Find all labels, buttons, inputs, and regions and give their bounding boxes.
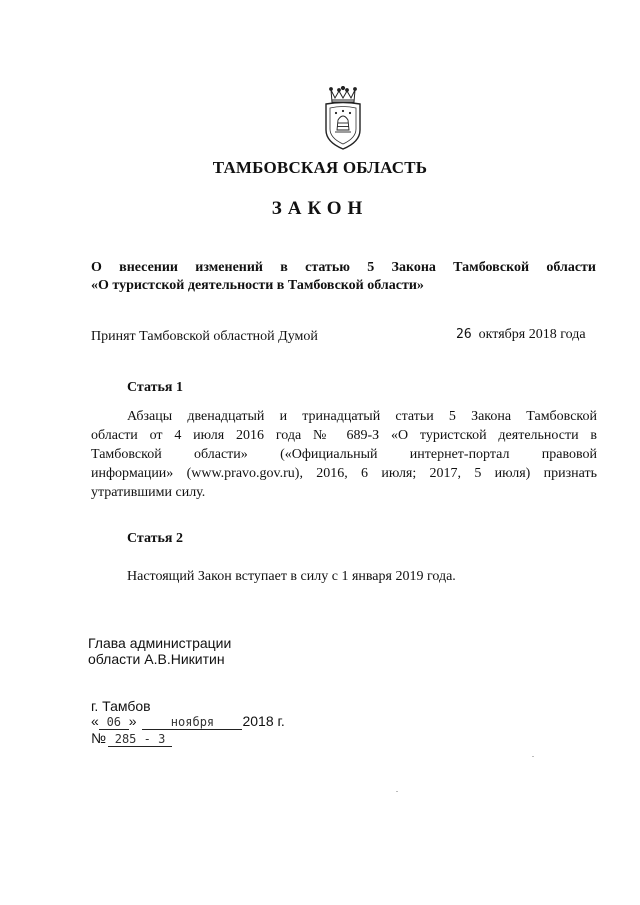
article-1-line: Абзацы двенадцатый и тринадцатый статьи 5 Закона Тамбовской <box>127 409 597 424</box>
article-2-body: Настоящий Закон вступает в силу с 1 января 2019 года. <box>127 569 456 584</box>
accepted-month-year: октября 2018 года <box>478 327 586 342</box>
city-label: г. Тамбов <box>91 698 151 714</box>
article-2-heading: Статья 2 <box>127 531 183 546</box>
accepted-date <box>456 327 586 343</box>
date-quote-close: » <box>128 713 137 729</box>
date-quote-open: « <box>91 713 99 729</box>
signing-month: ноября <box>142 715 242 730</box>
article-1-body <box>91 407 597 502</box>
coat-of-arms-icon <box>321 86 365 152</box>
region-title: ТАМБОВСКАЯ ОБЛАСТЬ <box>212 158 428 177</box>
article-1-line: области от 4 июля 2016 года № 689-З «О туристской деятельности в <box>91 428 597 443</box>
law-subject <box>91 259 596 295</box>
signing-date <box>91 713 285 730</box>
number-sign: № <box>91 730 107 746</box>
scan-speck <box>396 791 398 792</box>
law-number <box>91 730 172 747</box>
law-subject-line-2: «О туристской деятельности в Тамбовской области» <box>91 278 424 293</box>
accepted-by-label: Принят Тамбовской областной Думой <box>91 329 318 344</box>
article-1-line: Тамбовской области» («Официальный интернет-портал правовой <box>91 447 597 462</box>
signatory-name: области А.В.Никитин <box>88 651 225 667</box>
signature-block <box>88 635 231 667</box>
signing-year: 2018 г. <box>242 713 285 729</box>
law-subject-line-1: О внесении изменений в статью 5 Закона Тамбовской области <box>91 260 596 275</box>
article-1-line: информации» (www.pravo.gov.ru), 2016, 6 июля; 2017, 5 июля) признать <box>91 466 597 481</box>
document-type-title: ЗАКОН <box>271 198 369 219</box>
signing-day: 06 <box>99 715 129 730</box>
article-1-heading: Статья 1 <box>127 380 183 395</box>
article-1-line: утратившими силу. <box>91 485 206 500</box>
accepted-day: 26 <box>456 327 472 342</box>
law-number-value: 285 - З <box>108 732 172 747</box>
signatory-position: Глава администрации <box>88 635 232 651</box>
scan-speck <box>532 756 534 757</box>
